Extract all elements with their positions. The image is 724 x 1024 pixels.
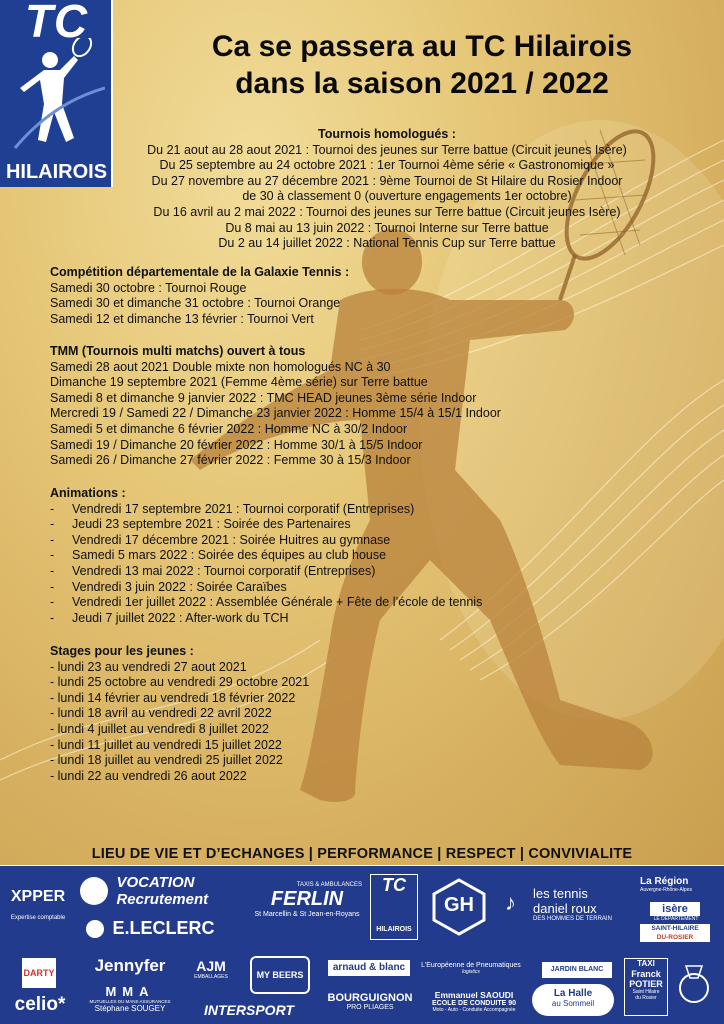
bullet-dash: - bbox=[50, 517, 55, 532]
tournois-section bbox=[110, 127, 664, 252]
list-item: Samedi 8 et dimanche 9 janvier 2022 : TMC HEAD jeunes 3ème série Indoor bbox=[50, 390, 477, 405]
sponsor-taxi-potier bbox=[624, 958, 668, 1016]
sponsor-saoudi-line2: ECOLE DE CONDUITE 90 bbox=[431, 1000, 516, 1007]
list-item-text: Vendredi 3 juin 2022 : Soirée Caraïbes bbox=[72, 579, 287, 594]
list-item: Du 2 au 14 juillet 2022 : National Tennis Cup sur Terre battue bbox=[218, 236, 556, 251]
sponsor-tennis-line2: daniel roux bbox=[533, 901, 597, 916]
sponsor-ferlin-sub: St Marcellin & St Jean-en-Royans bbox=[254, 911, 360, 918]
sponsor-my-beers: MY BEERS bbox=[250, 956, 310, 994]
sponsor-gh-text: GH bbox=[444, 894, 474, 916]
list-item: Samedi 26 / Dimanche 27 février 2022 : Femme 30 à 15/3 Indoor bbox=[50, 453, 411, 468]
sponsor-mma-sub1: MUTUELLES DU MANS ASSURANCES bbox=[89, 999, 171, 1004]
list-item: Du 27 novembre au 27 décembre 2021 : 9ème Tournoi de St Hilaire du Rosier Indoor bbox=[151, 173, 623, 188]
list-item: Samedi 5 et dimanche 6 février 2022 : Homme NC à 30/2 Indoor bbox=[50, 421, 408, 436]
list-item: - lundi 4 juillet au vendredi 8 juillet 2022 bbox=[50, 721, 269, 736]
sponsor-saoudi-line1: Emmanuel SAOUDI bbox=[434, 990, 514, 1000]
list-item: Samedi 28 aout 2021 Double mixte non homologués NC à 30 bbox=[50, 359, 391, 374]
logo-tc-text: TC bbox=[24, 0, 89, 47]
sponsor-isere: isère bbox=[650, 902, 700, 916]
vocation-logo-icon bbox=[80, 877, 108, 905]
sponsor-ajm-name: AJM bbox=[196, 958, 226, 974]
sponsor-tennis-line3: DES HOMMES DE TERRAIN bbox=[533, 916, 612, 922]
sponsor-taxi-line4: Saint Hilaire bbox=[632, 989, 660, 995]
sponsor-arnaud-blanc: arnaud & blanc bbox=[328, 960, 410, 976]
list-item: - lundi 14 février au vendredi 18 février 2022 bbox=[50, 690, 296, 705]
sponsor-region bbox=[640, 876, 714, 893]
sponsor-decorative-logo bbox=[672, 958, 716, 1012]
wine-glass-icon bbox=[672, 958, 716, 1012]
sponsor-intersport: INTERSPORT bbox=[204, 1002, 294, 1018]
list-item-text: Vendredi 17 décembre 2021 : Soirée Huitres au gymnase bbox=[72, 532, 391, 547]
sponsor-taxi-line2: Franck bbox=[631, 969, 661, 979]
logo-name-text: HILAIROIS bbox=[5, 161, 108, 183]
list-item: Mercredi 19 / Samedi 22 / Dimanche 23 janvier 2022 : Homme 15/4 à 15/1 Indoor bbox=[50, 406, 501, 421]
list-item bbox=[50, 611, 690, 627]
bullet-dash: - bbox=[50, 595, 55, 610]
sponsor-europeenne-line1: L’Européenne de Pneumatiques bbox=[421, 962, 521, 969]
sponsor-xpper-sub: Expertise comptable bbox=[10, 915, 66, 921]
list-item: - lundi 23 au vendredi 27 aout 2021 bbox=[50, 659, 247, 674]
list-item: Samedi 12 et dimanche 13 février : Tournoi Vert bbox=[50, 311, 314, 326]
sponsor-tc-hilairois bbox=[370, 874, 418, 940]
list-item-text: Vendredi 13 mai 2022 : Tournoi corporatif (Entreprises) bbox=[72, 563, 376, 578]
sponsor-region-line1: La Région bbox=[640, 876, 689, 887]
sponsor-europeenne-line2: logistics bbox=[462, 969, 480, 975]
sponsor-ajm-sub: EMBALLAGES bbox=[194, 974, 228, 980]
tournois-heading: Tournois homologués : bbox=[318, 127, 456, 141]
title-line-2: dans la saison 2021 / 2022 bbox=[235, 67, 609, 100]
list-item: Du 16 avril au 2 mai 2022 : Tournoi des jeunes sur Terre battue (Circuit jeunes Isère) bbox=[153, 204, 621, 219]
sponsor-halle-line2: au Sommeil bbox=[551, 999, 595, 1008]
sponsor-taxi-line3: POTIER bbox=[629, 979, 663, 989]
sponsor-darty: DARTY bbox=[22, 958, 56, 988]
sponsor-ferlin-name: FERLIN bbox=[270, 888, 344, 910]
list-item: - lundi 25 octobre au vendredi 29 octobre 2021 bbox=[50, 675, 310, 690]
sponsor-tennis-daniel-roux bbox=[505, 886, 625, 922]
stages-heading: Stages pour les jeunes : bbox=[50, 644, 194, 658]
sponsor-jardin-blanc: JARDIN BLANC bbox=[542, 962, 612, 978]
sponsor-xpper bbox=[6, 888, 70, 924]
tennis-racket-icon: ♪ bbox=[505, 890, 516, 915]
title-line-1: Ca se passera au TC Hilairois bbox=[211, 30, 633, 63]
sponsor-ferlin bbox=[252, 882, 362, 918]
bullet-dash: - bbox=[50, 579, 55, 594]
sponsor-europeenne bbox=[418, 962, 524, 975]
sponsor-bourguignon-sub: PRO PLIAGES bbox=[346, 1004, 394, 1011]
list-item-text: Vendredi 17 septembre 2021 : Tournoi corporatif (Entreprises) bbox=[72, 501, 415, 516]
sponsor-xpper-name: XPPER bbox=[10, 888, 66, 905]
list-item: Du 8 mai au 13 juin 2022 : Tournoi Interne sur Terre battue bbox=[225, 220, 549, 235]
sponsor-jennyfer: Jennyfer bbox=[94, 956, 166, 975]
list-item: Du 21 aout au 28 aout 2021 : Tournoi des jeunes sur Terre battue (Circuit jeunes Isère) bbox=[147, 142, 627, 157]
sponsor-saoudi-line3: Moto - Auto - Conduite Accompagnée bbox=[432, 1007, 516, 1013]
sponsor-region-line2: Auvergne-Rhône-Alpes bbox=[640, 887, 692, 893]
sponsor-halle-sommeil bbox=[532, 984, 614, 1016]
stages-section bbox=[50, 644, 690, 784]
bullet-dash: - bbox=[50, 548, 55, 563]
page-title bbox=[120, 28, 724, 102]
list-item bbox=[50, 580, 690, 596]
sponsor-mma bbox=[86, 984, 174, 1013]
list-item: - lundi 18 juillet au vendredi 25 juillet 2022 bbox=[50, 753, 283, 768]
sponsor-ajm bbox=[186, 958, 236, 980]
list-item bbox=[50, 517, 690, 533]
sponsor-ferlin-top: TAXIS & AMBULANCES bbox=[296, 882, 362, 888]
list-item-text: Vendredi 1er juillet 2022 : Assemblée Générale + Fête de l’école de tennis bbox=[72, 595, 483, 610]
sponsor-vocation-line2: Recrutement bbox=[116, 891, 209, 908]
list-item: Samedi 30 octobre : Tournoi Rouge bbox=[50, 280, 247, 295]
sponsor-taxi-line5: du Rosier bbox=[635, 995, 657, 1001]
list-item: Du 25 septembre au 24 octobre 2021 : 1er Tournoi 4ème série « Gastronomique » bbox=[159, 158, 615, 173]
sponsor-saoudi bbox=[428, 990, 520, 1013]
tmm-heading: TMM (Tournois multi matchs) ouvert à tous bbox=[50, 344, 306, 358]
animations-heading: Animations : bbox=[50, 486, 126, 500]
bullet-dash: - bbox=[50, 610, 55, 625]
sponsor-leclerc-name: E.LECLERC bbox=[112, 918, 215, 938]
list-item-text: Jeudi 23 septembre 2021 : Soirée des Partenaires bbox=[72, 517, 351, 532]
sponsor-bourguignon bbox=[326, 992, 414, 1011]
club-values: LIEU DE VIE ET D’ECHANGES | PERFORMANCE | RESPECT | CONVIVIALITE bbox=[91, 846, 633, 862]
list-item bbox=[50, 564, 690, 580]
sponsor-tennis-line1: les tennis bbox=[533, 886, 588, 901]
tennis-player-icon bbox=[10, 38, 105, 158]
sponsor-bourguignon-name: BOURGUIGNON bbox=[327, 992, 413, 1004]
sponsor-sthilaire-line1: SAINT-HILAIRE bbox=[651, 925, 699, 932]
list-item-text: Jeudi 7 juillet 2022 : After-work du TCH bbox=[72, 610, 289, 625]
list-item: Samedi 19 / Dimanche 20 février 2022 : Homme 30/1 à 15/5 Indoor bbox=[50, 437, 423, 452]
list-item-text: Samedi 5 mars 2022 : Soirée des équipes au club house bbox=[72, 548, 387, 563]
bullet-dash: - bbox=[50, 563, 55, 578]
sponsors-banner bbox=[0, 866, 724, 1024]
list-item: - lundi 11 juillet au vendredi 15 juillet 2022 bbox=[50, 737, 282, 752]
animations-section bbox=[50, 486, 690, 626]
club-logo bbox=[0, 0, 113, 187]
sponsor-vocation bbox=[80, 874, 240, 908]
list-item: - lundi 18 avril au vendredi 22 avril 2022 bbox=[50, 706, 272, 721]
sponsor-sthilaire-line2: DU-ROSIER bbox=[656, 934, 694, 941]
list-item bbox=[50, 595, 690, 611]
bullet-dash: - bbox=[50, 532, 55, 547]
sponsor-leclerc bbox=[86, 918, 236, 939]
list-item: de 30 à classement 0 (ouverture engagements 1er octobre) bbox=[242, 189, 572, 204]
sponsor-halle-line1: La Halle bbox=[553, 988, 593, 999]
galaxie-heading: Compétition départementale de la Galaxie Tennis : bbox=[50, 265, 350, 279]
leclerc-logo-icon bbox=[86, 920, 104, 938]
list-item: Samedi 30 et dimanche 31 octobre : Tournoi Orange bbox=[50, 296, 341, 311]
sponsor-tc-text: TC bbox=[382, 875, 406, 895]
sponsor-vocation-line1: VOCATION bbox=[116, 874, 195, 891]
sponsor-celio: celio* bbox=[14, 994, 66, 1015]
sponsor-gh bbox=[430, 878, 488, 936]
galaxie-section bbox=[50, 265, 690, 327]
sponsor-saint-hilaire bbox=[640, 924, 710, 942]
list-item bbox=[50, 548, 690, 564]
list-item: Dimanche 19 septembre 2021 (Femme 4ème série) sur Terre battue bbox=[50, 375, 428, 390]
bullet-dash: - bbox=[50, 501, 55, 516]
sponsor-tc-name: HILAIROIS bbox=[376, 926, 412, 933]
list-item: - lundi 22 au vendredi 26 aout 2022 bbox=[50, 768, 247, 783]
list-item bbox=[50, 502, 690, 518]
sponsor-mma-name: MMA bbox=[105, 984, 155, 999]
sponsor-mma-sub2: Stéphane SOUGEY bbox=[94, 1004, 166, 1013]
sponsor-isere-sub: LE DÉPARTEMENT bbox=[653, 916, 699, 922]
list-item bbox=[50, 533, 690, 549]
sponsor-taxi-line1: TAXI bbox=[637, 959, 655, 968]
tmm-section bbox=[50, 344, 690, 469]
